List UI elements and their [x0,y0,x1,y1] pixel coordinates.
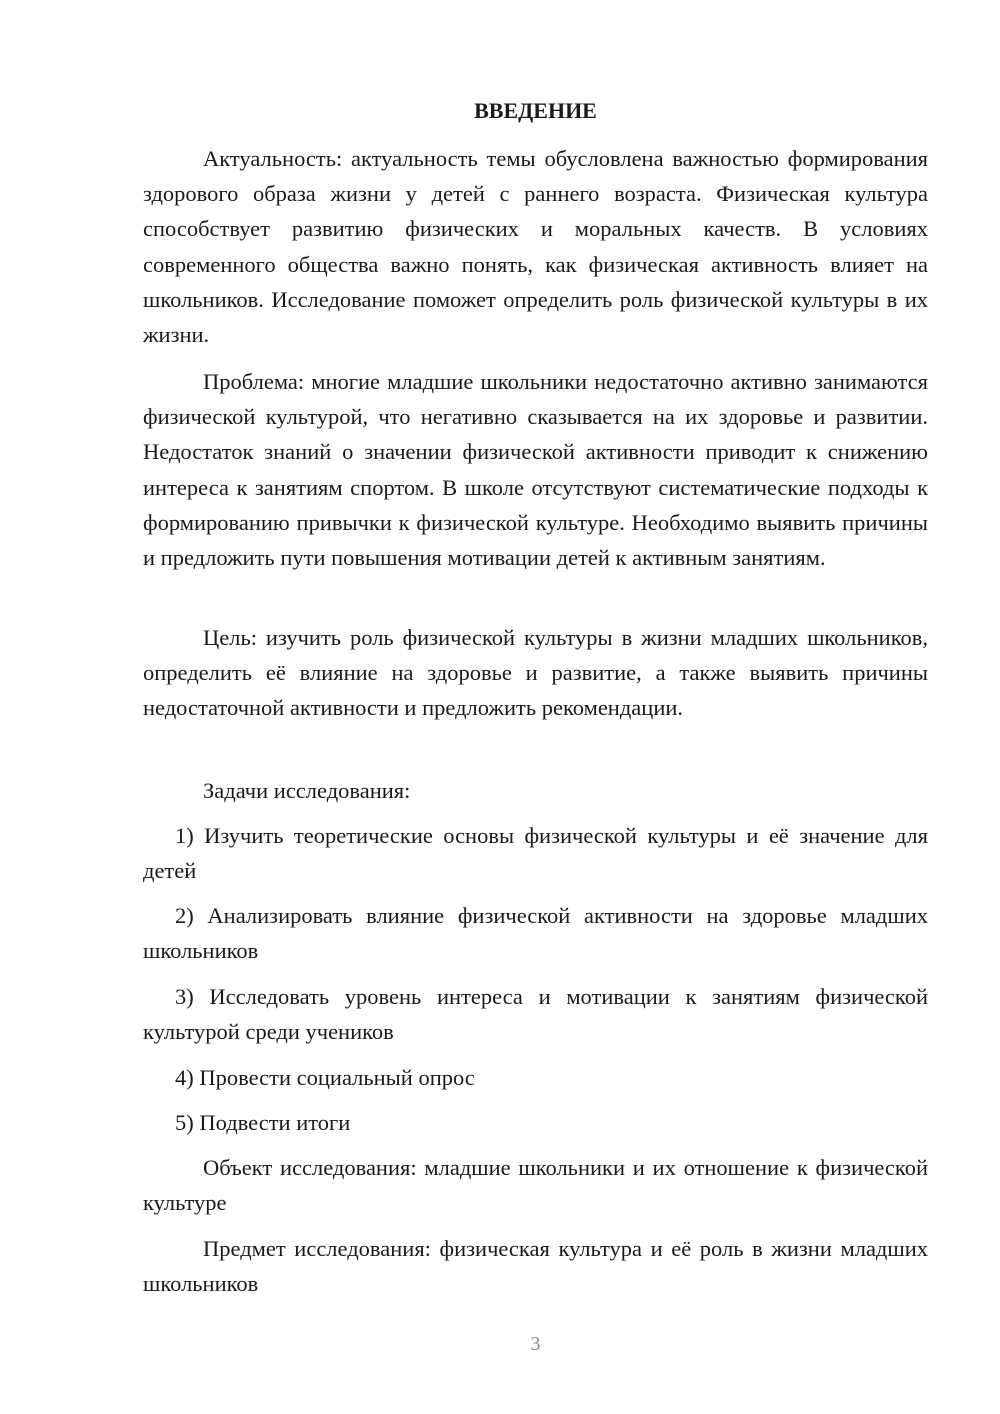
task-item-1: 1) Изучить теоретические основы физической культуры и её значение для детей [143,823,928,884]
task-item-2: 2) Анализировать влияние физической активности на здоровье младших школьников [143,903,928,964]
document-page [143,0,928,1414]
page-number: 3 [530,1333,541,1355]
object-paragraph: Объект исследования: младшие школьники и их отношение к физической культуре [143,1155,928,1216]
tasks-heading: Задачи исследования: [203,778,411,803]
subject-paragraph: Предмет исследования: физическая культура и её роль в жизни младших школьников [143,1236,928,1297]
goal-paragraph: Цель: изучить роль физической культуры в жизни младших школьников, определить её влияние на здоровье и развитие, а также выявить причины недостаточной активности и предложить рекомендации. [143,625,928,721]
task-item-5: 5) Подвести итоги [175,1110,351,1135]
task-item-4: 4) Провести социальный опрос [175,1065,475,1090]
page-title: ВВЕДЕНИЕ [474,98,597,123]
problem-paragraph: Проблема: многие младшие школьники недостаточно активно занимаются физической культурой, что негативно сказывается на их здоровье и развитии. Недостаток знаний о значении физической активности приводит к снижению интереса к занятиям спортом. В школе отсутствуют систематические подходы к формированию привычки к физической культуре. Необходимо выявить причины и предложить пути повышения мотивации детей к активным занятиям. [143,369,928,571]
task-item-3: 3) Исследовать уровень интереса и мотивации к занятиям физической культурой среди учеников [143,984,928,1045]
relevance-paragraph: Актуальность: актуальность темы обусловлена важностью формирования здорового образа жизни у детей с раннего возраста. Физическая культура способствует развитию физических и моральных качеств. В условиях современного общества важно понять, как физическая активность влияет на школьников. Исследование поможет определить роль физической культуры в их жизни. [143,146,928,348]
